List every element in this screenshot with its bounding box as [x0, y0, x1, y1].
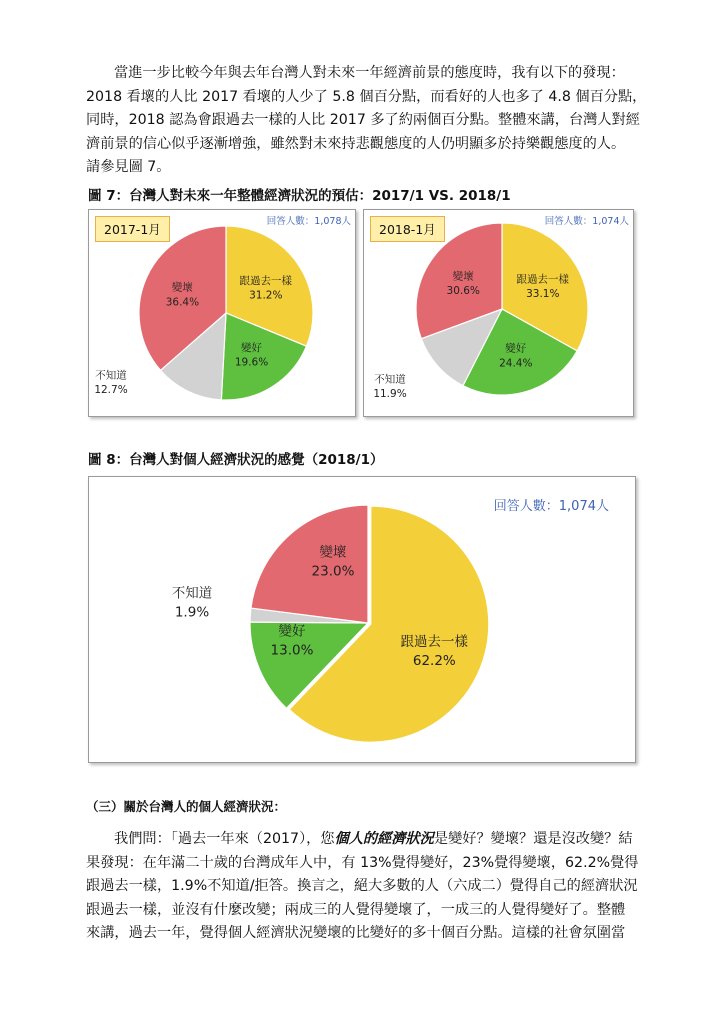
intro-line: 同時，2018 認為會跟過去一樣的人比 2017 多了約兩個百分點。整體來講，台灣人對經: [86, 112, 640, 128]
slice-value-better: 24.4%: [499, 357, 533, 370]
slice-label-unknown: 不知道: [374, 373, 406, 386]
intro-line: 當進一步比較今年與去年台灣人對未來一年經濟前景的態度時，我有以下的發現：: [114, 65, 625, 81]
section3-line: 跟過去一樣，並沒有什麼改變；兩成三的人覺得變壞了，一成三的人覺得變好了。整體: [86, 901, 626, 918]
slice-label-worse: 變壞: [319, 544, 347, 561]
slice-value-same: 33.1%: [526, 288, 560, 301]
respondents-2018: 回答人數：1,074人: [544, 216, 629, 227]
figure7-panel-2017: [88, 209, 356, 417]
slice-value-same: 31.2%: [249, 289, 283, 302]
section3-line: 果發現：在年滿二十歲的台灣成年人中，有 13%覺得變好，23%覺得變壞，62.2%覺得: [86, 854, 639, 871]
slice-value-same: 62.2%: [412, 653, 456, 670]
slice-label-better: 變好: [505, 342, 527, 355]
slice-value-unknown: 12.7%: [94, 384, 128, 397]
section3-heading: （三）關於台灣人的個人經濟狀況：: [86, 799, 287, 814]
pie-chart-2017: [89, 210, 355, 416]
slice-label-worse: 變壞: [171, 281, 193, 294]
slice-label-unknown: 不知道: [95, 369, 127, 382]
intro-line: 2018 看壞的人比 2017 看壞的人少了 5.8 個百分點，而看好的人也多了 4.8 個百分點，: [86, 88, 647, 105]
section3-emphasis: 個人的經濟狀況: [334, 831, 434, 847]
intro-paragraph: [86, 62, 647, 180]
figure8-panel: [88, 476, 636, 763]
slice-value-better: 13.0%: [270, 642, 314, 659]
pie-chart-2018: [364, 210, 633, 416]
pie-chart-personal: [89, 477, 635, 762]
slice-value-unknown: 11.9%: [373, 388, 407, 401]
figure7-panel-2018: [363, 209, 634, 417]
respondents-2017: 回答人數：1,078人: [266, 216, 351, 227]
slice-label-worse: 變壞: [452, 270, 474, 283]
slice-value-worse: 23.0%: [311, 563, 355, 580]
respondents-2018-personal: 回答人數：1,074人: [493, 499, 609, 514]
slice-label-unknown: 不知道: [171, 585, 213, 602]
section3-line: 跟過去一樣，1.9%不知道/拒答。換言之，絕大多數的人（六成二）覺得自己的經濟狀況: [86, 878, 638, 894]
year-badge-2018: 2018-1月: [370, 216, 445, 242]
slice-label-same: 跟過去一樣: [239, 274, 293, 287]
figure8-title: 圖 8：台灣人對個人經濟狀況的感覺（2018/1）: [88, 452, 384, 468]
slice-label-same: 跟過去一樣: [516, 273, 570, 286]
slice-value-unknown: 1.9%: [174, 604, 210, 621]
figure7-title: 圖 7：台灣人對未來一年整體經濟狀況的預估：2017/1 VS. 2018/1: [88, 188, 511, 204]
slice-value-worse: 30.6%: [446, 284, 480, 297]
slice-value-better: 19.6%: [234, 356, 269, 369]
section3-line1-b: 是變好？變壞？還是沒改變？結: [433, 831, 633, 847]
section3-line: 來講，過去一年，覺得個人經濟狀況變壞的比變好的多十個百分點。這樣的社會氛圍當: [86, 925, 626, 941]
intro-line: 請參見圖 7。: [86, 159, 171, 175]
slice-label-same: 跟過去一樣: [400, 634, 469, 651]
slice-label-better: 變好: [278, 623, 306, 640]
year-badge-2017: 2017-1月: [95, 216, 170, 242]
section3-line: [86, 828, 642, 852]
section3-paragraph: [86, 828, 642, 946]
intro-line: 濟前景的信心似乎逐漸增強，雖然對未來持悲觀態度的人仍明顯多於持樂觀態度的人。: [86, 135, 626, 152]
section3-line1-a: 我們問：「過去一年來（2017），您: [114, 831, 335, 847]
slice-value-worse: 36.4%: [165, 296, 200, 309]
slice-label-better: 變好: [241, 341, 263, 354]
